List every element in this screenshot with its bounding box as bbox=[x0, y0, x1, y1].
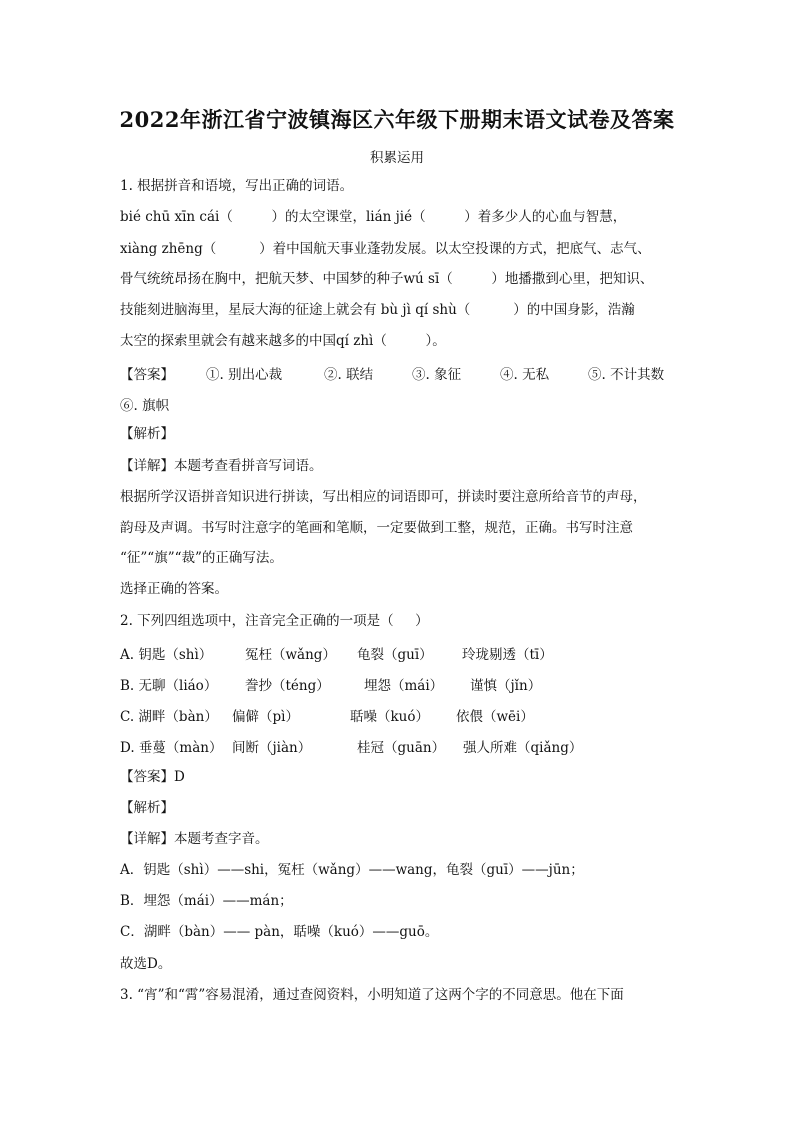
q1-text-line: 骨气统统昂扬在胸中，把航天梦、中国梦的种子wú sī（ ）地播撒到心里，把知识、 bbox=[120, 271, 654, 287]
option-word: C. 湖畔（bàn） bbox=[120, 709, 218, 725]
q1-detail-line: “征”“旗”“裁”的正确写法。 bbox=[120, 550, 283, 566]
q2-detail-line: C．湖畔（bàn）—— pàn，聒噪（kuó）——guō。 bbox=[120, 924, 439, 940]
answer-item: ⑤. 不计其数 bbox=[588, 367, 665, 383]
option-word: D. 垂蔓（màn） bbox=[120, 740, 223, 756]
analysis-label: 【解析】 bbox=[120, 426, 174, 442]
q2-detail-line: A．钥匙（shì）——shi，冤枉（wǎng）——wang，龟裂（guī）——jūn； bbox=[120, 862, 584, 878]
q2-detail-line: 故选D。 bbox=[120, 956, 172, 972]
page-title: 2022年浙江省宁波镇海区六年级下册期末语文试卷及答案 bbox=[119, 107, 675, 132]
option-word: 谨慎（jǐn） bbox=[470, 678, 542, 694]
answer-item: ⑥. 旗帜 bbox=[120, 398, 170, 414]
q2-answer: 【答案】D bbox=[120, 769, 185, 785]
option-word: 玲珑剔透（tī） bbox=[462, 647, 553, 663]
option-word: 埋怨（mái） bbox=[364, 678, 444, 694]
q1-detail-line: 【详解】本题考查看拼音写词语。 bbox=[120, 458, 323, 474]
option-word: B. 无聊（liáo） bbox=[120, 678, 218, 694]
option-word: A. 钥匙（shì） bbox=[120, 647, 213, 663]
q1-detail-line: 韵母及声调。书写时注意字的笔画和笔顺，一定要做到工整，规范，正确。书写时注意 bbox=[120, 520, 633, 536]
q1-stem: 1. 根据拼音和语境，写出正确的词语。 bbox=[120, 178, 354, 194]
option-word: 间断（jiàn） bbox=[232, 740, 312, 756]
q1-text-line: 技能刻进脑海里，星辰大海的征途上就会有 bù jì qí shù（ ）的中国身影，浩瀚 bbox=[120, 302, 635, 318]
option-word: 桂冠（guān） bbox=[357, 740, 446, 756]
section-heading: 积累运用 bbox=[370, 150, 424, 166]
q2-detail-line: 【详解】本题考查字音。 bbox=[120, 831, 269, 847]
option-word: 龟裂（guī） bbox=[357, 647, 433, 663]
answer-item: ③. 象征 bbox=[412, 367, 462, 383]
answer-item: ①. 别出心裁 bbox=[206, 367, 283, 383]
q1-detail-line: 选择正确的答案。 bbox=[120, 581, 228, 597]
option-word: 强人所难（qiǎng） bbox=[463, 740, 583, 756]
answer-label: 【答案】 bbox=[120, 367, 174, 383]
q3-stem: 3. “宵”和“霄”容易混淆，通过查阅资料，小明知道了这两个字的不同意思。他在下面 bbox=[120, 987, 624, 1003]
option-word: 誊抄（téng） bbox=[245, 678, 330, 694]
q1-detail-line: 根据所学汉语拼音知识进行拼读，写出相应的词语即可，拼读时要注意所给音节的声母， bbox=[120, 489, 647, 505]
option-word: 偏僻（pì） bbox=[232, 709, 299, 725]
answer-item: ②. 联结 bbox=[324, 367, 374, 383]
q2-stem: 2. 下列四组选项中，注音完全正确的一项是（ ） bbox=[120, 613, 429, 629]
q1-text-line: 太空的探索里就会有越来越多的中国qí zhì（ ）。 bbox=[120, 333, 446, 349]
option-word: 冤枉（wǎng） bbox=[245, 647, 336, 663]
answer-item: ④. 无私 bbox=[500, 367, 550, 383]
q2-detail-line: B．埋怨（mái）——mán； bbox=[120, 893, 293, 909]
q1-text-line: xiàng zhēng（ ）着中国航天事业蓬勃发展。以太空投课的方式，把底气、志气、 bbox=[120, 241, 651, 257]
option-word: 依偎（wēi） bbox=[456, 709, 534, 725]
q1-text-line: bié chū xīn cái（ ）的太空课堂，lián jié（ ）着多少人的心血与智慧， bbox=[120, 209, 627, 225]
analysis-label: 【解析】 bbox=[120, 800, 174, 816]
option-word: 聒噪（kuó） bbox=[350, 709, 430, 725]
